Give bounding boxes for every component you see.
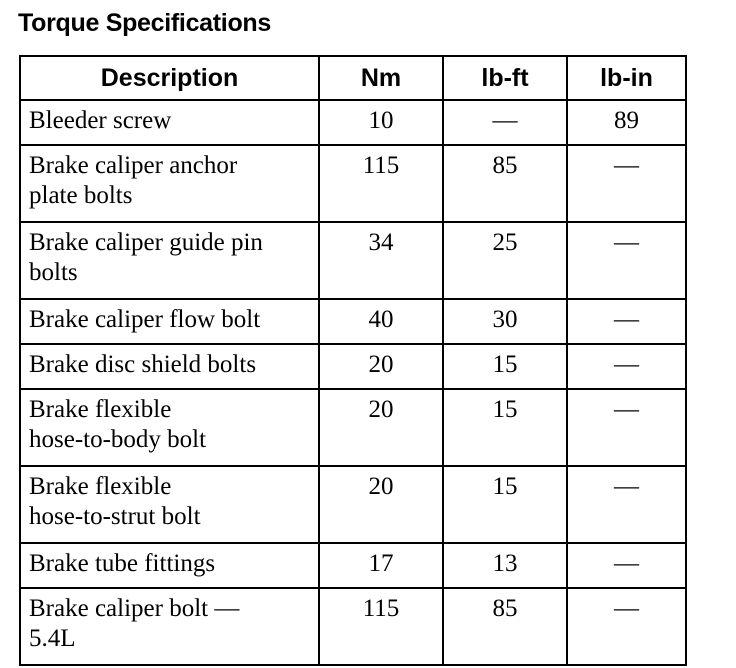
cell-nm: 40 (319, 299, 443, 344)
cell-lb-in: — (567, 466, 686, 543)
description-line: plate bolts (29, 182, 133, 209)
cell-lb-in: — (567, 344, 686, 389)
cell-lb-ft: 15 (443, 389, 567, 466)
cell-description (20, 389, 319, 466)
cell-description (20, 222, 319, 299)
description-line: Brake tube fittings (29, 550, 216, 577)
page-title: Torque Specifications (18, 9, 272, 37)
cell-description (20, 299, 319, 344)
column-header-lb-in: lb-in (567, 56, 686, 100)
cell-lb-in: — (567, 145, 686, 222)
cell-nm: 10 (319, 100, 443, 145)
column-header-description: Description (20, 56, 319, 100)
cell-description (20, 466, 319, 543)
cell-lb-in: — (567, 543, 686, 588)
cell-lb-in: — (567, 222, 686, 299)
description-line: Brake caliper guide pin (29, 229, 263, 256)
table-row (20, 100, 686, 145)
column-header-nm: Nm (319, 56, 443, 100)
cell-lb-ft: 25 (443, 222, 567, 299)
description-line: hose-to-strut bolt (29, 503, 201, 530)
cell-lb-in: — (567, 588, 686, 665)
description-line: Brake flexible (29, 396, 172, 423)
cell-lb-in: 89 (567, 100, 686, 145)
table-row (20, 344, 686, 389)
description-line: 5.4L (29, 625, 76, 652)
cell-lb-ft: 15 (443, 344, 567, 389)
cell-nm: 20 (319, 466, 443, 543)
cell-lb-ft: 85 (443, 145, 567, 222)
description-line: Brake caliper flow bolt (29, 306, 261, 333)
column-header-lb-ft: lb-ft (443, 56, 567, 100)
cell-lb-in: — (567, 389, 686, 466)
cell-description (20, 100, 319, 145)
table-row (20, 145, 686, 222)
cell-description (20, 588, 319, 665)
cell-lb-in: — (567, 299, 686, 344)
description-line: Bleeder screw (29, 107, 172, 134)
cell-lb-ft: 15 (443, 466, 567, 543)
table-row (20, 299, 686, 344)
description-line: Brake caliper anchor (29, 152, 238, 179)
cell-description (20, 543, 319, 588)
cell-lb-ft: 13 (443, 543, 567, 588)
description-line: Brake disc shield bolts (29, 351, 257, 378)
table-row (20, 588, 686, 665)
description-line: bolts (29, 259, 78, 286)
table-row (20, 389, 686, 466)
table-body (20, 100, 686, 665)
table-row (20, 466, 686, 543)
description-line: Brake flexible (29, 473, 172, 500)
cell-nm: 20 (319, 344, 443, 389)
table-row (20, 543, 686, 588)
cell-nm: 34 (319, 222, 443, 299)
cell-lb-ft: 85 (443, 588, 567, 665)
table-row (20, 222, 686, 299)
table-header-row (20, 56, 686, 100)
cell-nm: 115 (319, 145, 443, 222)
cell-lb-ft: — (443, 100, 567, 145)
cell-nm: 115 (319, 588, 443, 665)
cell-nm: 17 (319, 543, 443, 588)
cell-description (20, 145, 319, 222)
cell-description (20, 344, 319, 389)
cell-lb-ft: 30 (443, 299, 567, 344)
cell-nm: 20 (319, 389, 443, 466)
description-line: Brake caliper bolt — (29, 595, 240, 622)
description-line: hose-to-body bolt (29, 426, 207, 453)
torque-specifications-table (19, 55, 687, 666)
